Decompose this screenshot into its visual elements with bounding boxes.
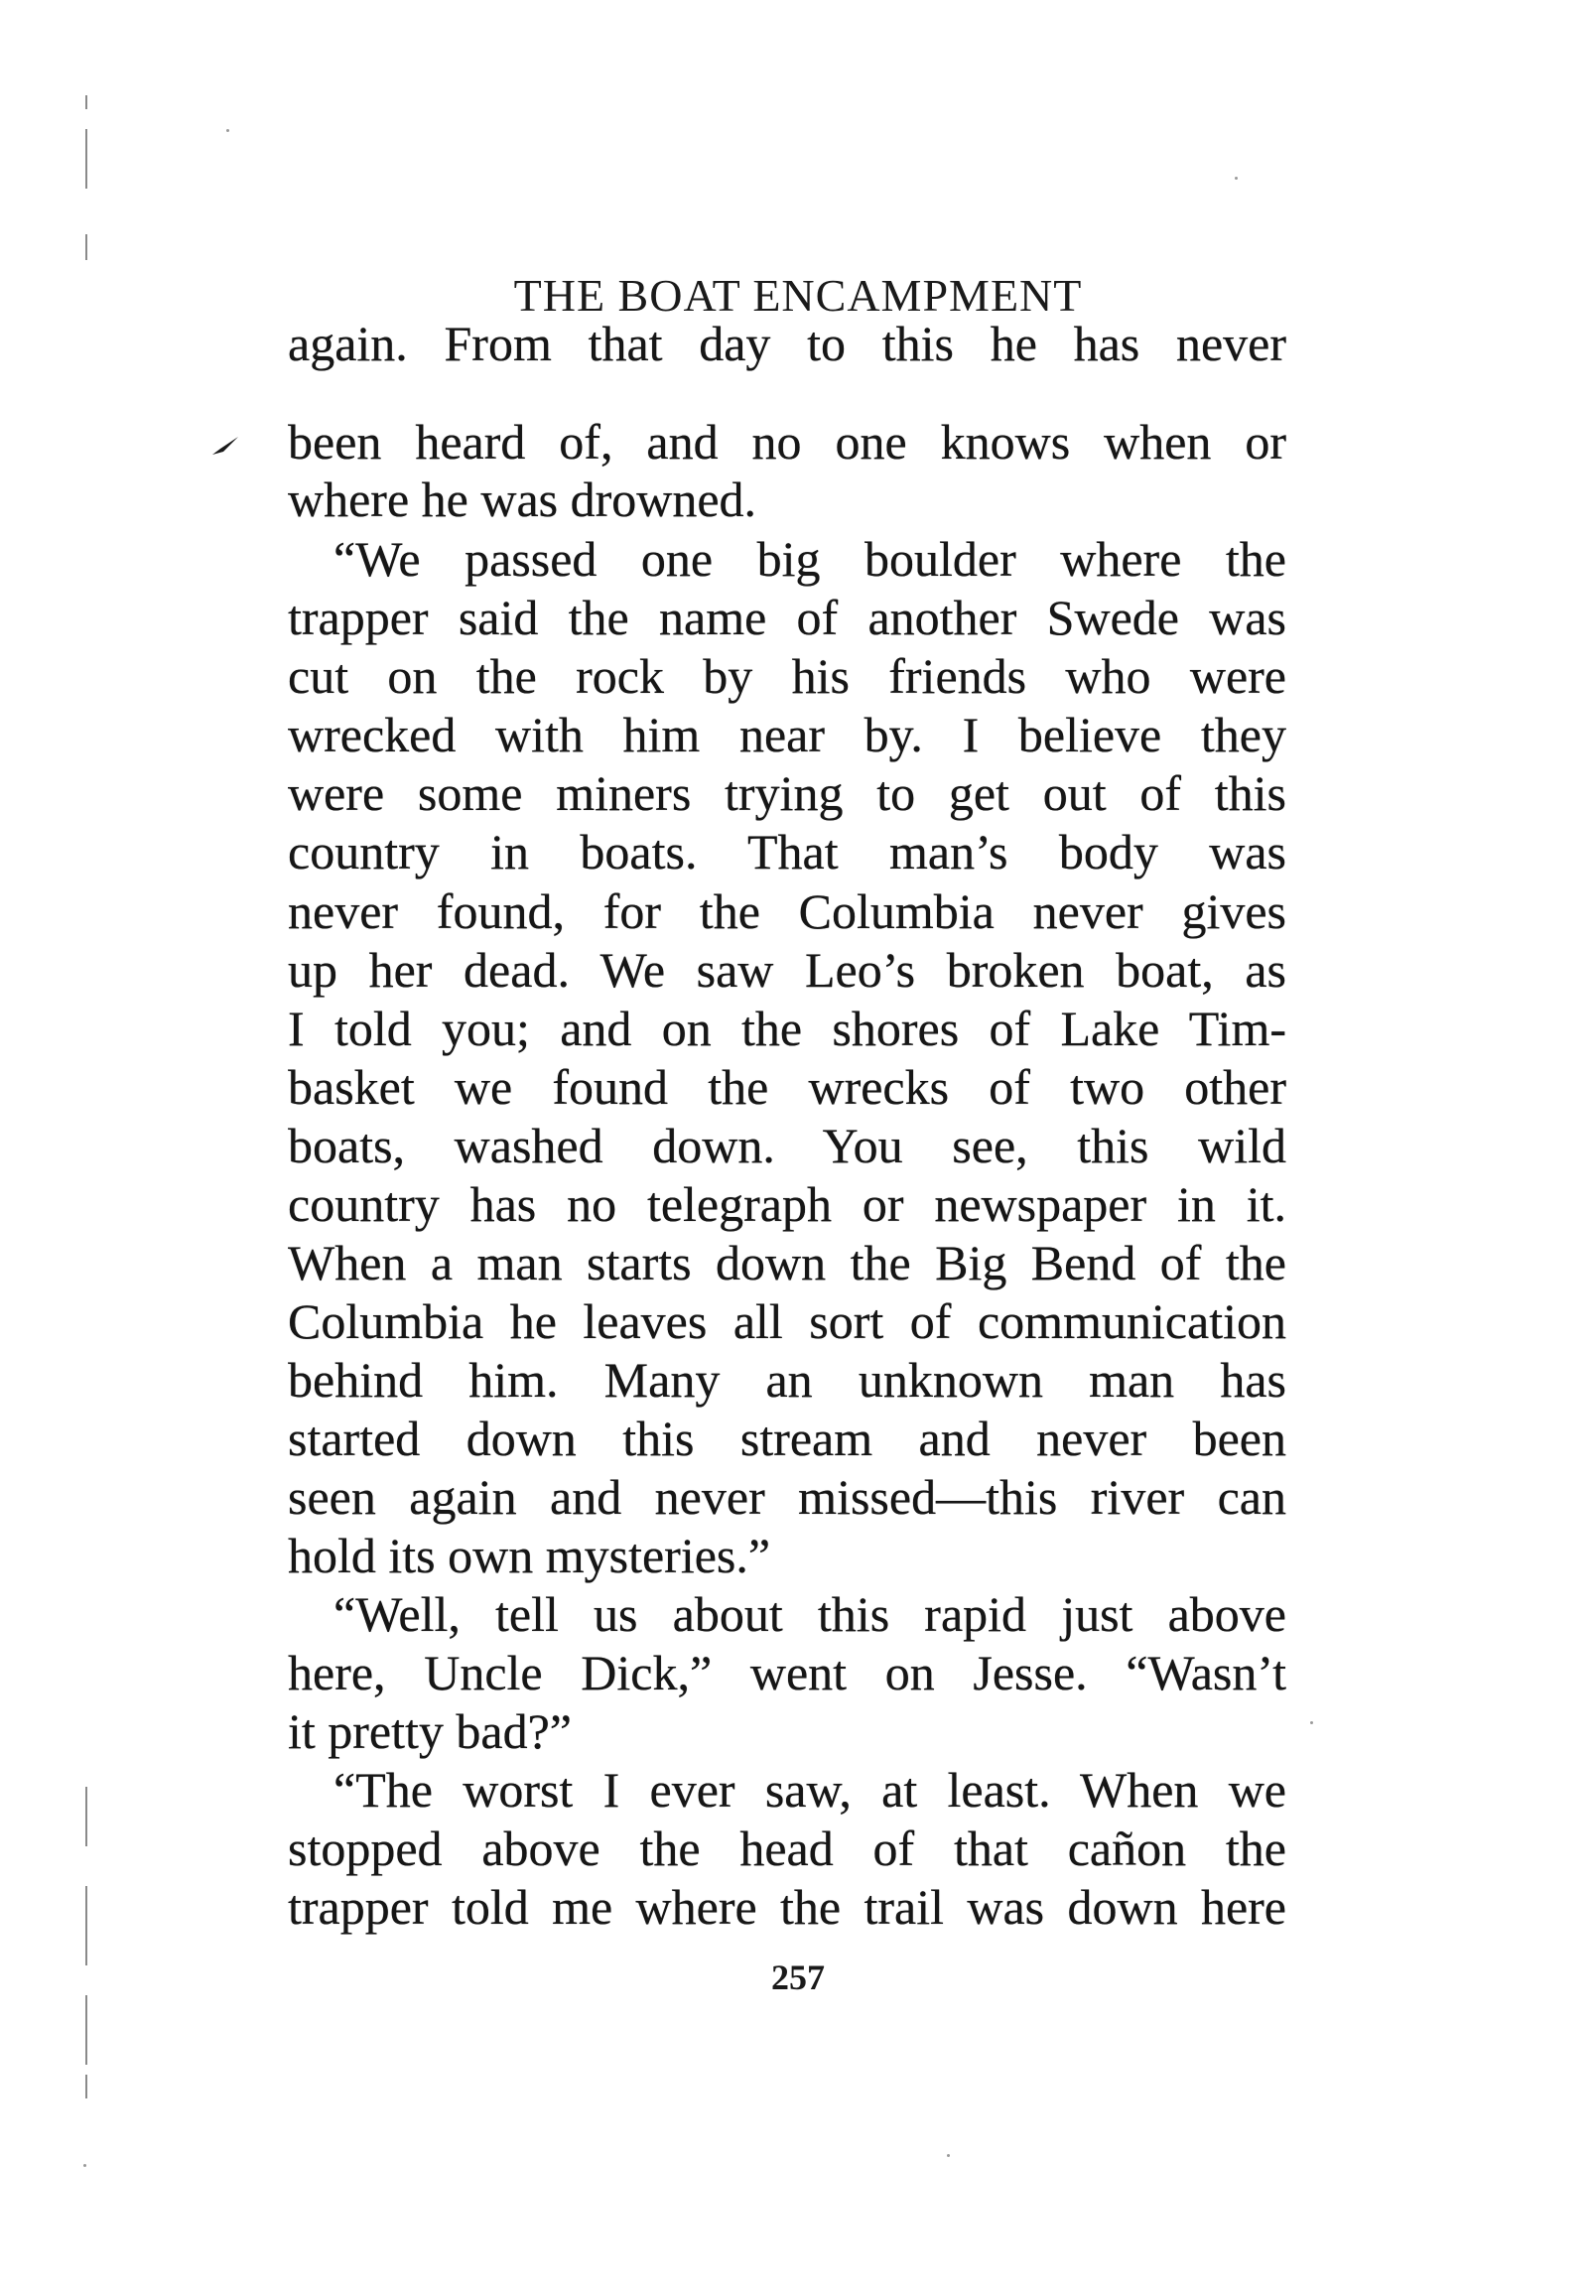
text-line: basket we found the wrecks of two other xyxy=(288,1059,1286,1115)
text-line: stopped above the head of that cañon the xyxy=(288,1821,1286,1876)
text-line: country has no telegraph or newspaper in it. xyxy=(288,1176,1286,1232)
text-line: trapper said the name of another Swede was xyxy=(288,590,1286,645)
pencil-check-mark xyxy=(210,435,240,459)
gutter-mark-bottom xyxy=(85,2075,87,2098)
gutter-mark-top xyxy=(85,95,87,109)
text-line: “We passed one big boulder where the xyxy=(333,531,1286,587)
text-line: “The worst I ever saw, at least. When we xyxy=(333,1762,1286,1818)
text-line: trapper told me where the trail was down here xyxy=(288,1879,1286,1935)
gutter-mark-bottom xyxy=(85,1886,87,1965)
text-line: When a man starts down the Big Bend of the xyxy=(288,1235,1286,1290)
scan-speck xyxy=(83,2164,86,2167)
text-line: cut on the rock by his friends who were xyxy=(288,648,1286,704)
text-line: again. From that day to this he has never xyxy=(288,316,1286,371)
scan-speck xyxy=(1235,177,1238,180)
scan-speck xyxy=(947,2154,950,2157)
gutter-mark-bottom xyxy=(85,1787,87,1846)
scan-speck xyxy=(1310,1721,1313,1724)
gutter-mark-bottom xyxy=(85,1995,87,2065)
text-line: it pretty bad?” xyxy=(288,1703,572,1759)
text-line: been heard of, and no one knows when or xyxy=(288,414,1286,470)
text-line: “Well, tell us about this rapid just above xyxy=(333,1586,1286,1642)
text-line: hold its own mysteries.” xyxy=(288,1528,771,1583)
running-title: THE BOAT ENCAMPMENT xyxy=(513,270,1083,321)
text-line: behind him. Many an unknown man has xyxy=(288,1352,1286,1408)
text-line: where he was drowned. xyxy=(288,472,757,527)
gutter-mark-top xyxy=(85,234,87,260)
text-line: here, Uncle Dick,” went on Jesse. “Wasn’t xyxy=(288,1645,1286,1700)
scan-speck xyxy=(226,129,229,132)
text-line: never found, for the Columbia never gives xyxy=(288,883,1286,939)
text-line: seen again and never missed—this river can xyxy=(288,1469,1286,1525)
text-line: up her dead. We saw Leo’s broken boat, as xyxy=(288,942,1286,998)
page-number: 257 xyxy=(771,1958,825,1997)
text-line: I told you; and on the shores of Lake Tim- xyxy=(288,1001,1286,1056)
gutter-mark-top xyxy=(85,129,87,189)
text-line: were some miners trying to get out of this xyxy=(288,765,1286,821)
text-line: Columbia he leaves all sort of communication xyxy=(288,1293,1286,1349)
text-line: started down this stream and never been xyxy=(288,1411,1286,1466)
text-line: boats, washed down. You see, this wild xyxy=(288,1118,1286,1173)
text-line: country in boats. That man’s body was xyxy=(288,824,1286,879)
text-line: wrecked with him near by. I believe they xyxy=(288,707,1286,762)
